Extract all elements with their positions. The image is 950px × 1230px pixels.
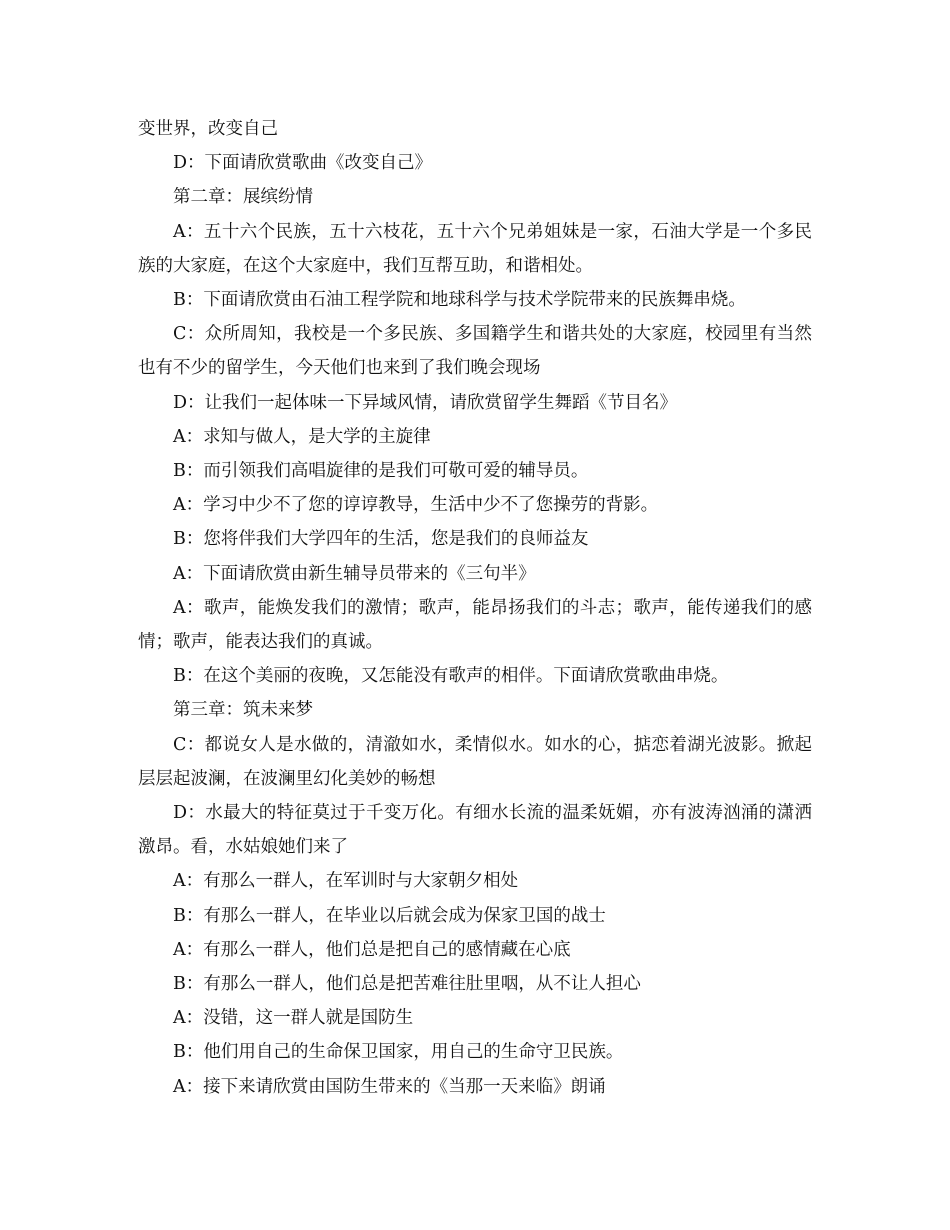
- paragraph: B：在这个美丽的夜晚，又怎能没有歌声的相伴。下面请欣赏歌曲串烧。: [173, 666, 729, 687]
- paragraph: A：没错，这一群人就是国防生: [173, 1008, 414, 1029]
- paragraph: A：下面请欣赏由新生辅导员带来的《三句半》: [173, 563, 536, 584]
- chapter-heading: 第二章：展缤纷情: [173, 187, 313, 208]
- paragraph: D：水最大的特征莫过于千变万化。有细水长流的温柔妩媚，亦有波涛汹涌的潇洒激昂。看，水姑娘她们来了: [138, 803, 812, 858]
- paragraph: B：有那么一群人，在毕业以后就会成为保家卫国的战士: [173, 905, 606, 926]
- paragraph: A：五十六个民族，五十六枝花，五十六个兄弟姐妹是一家，石油大学是一个多民族的大家庭，在这个大家庭中，我们互帮互助，和谐相处。: [138, 221, 812, 276]
- document-body: [138, 112, 812, 1104]
- paragraph: A：有那么一群人，在军训时与大家朝夕相处: [173, 871, 519, 892]
- paragraph: B：有那么一群人，他们总是把苦难往肚里咽，从不让人担心: [173, 974, 641, 995]
- paragraph: A：学习中少不了您的谆谆教导，生活中少不了您操劳的背影。: [173, 495, 659, 516]
- paragraph: C：都说女人是水做的，清澈如水，柔情似水。如水的心，掂恋着湖光波影。掀起层层起波澜，在波澜里幻化美妙的畅想: [138, 734, 812, 789]
- paragraph: A：接下来请欣赏由国防生带来的《当那一天来临》朗诵: [173, 1076, 606, 1097]
- paragraph: 变世界，改变自己: [138, 119, 278, 139]
- paragraph: B：您将伴我们大学四年的生活，您是我们的良师益友: [173, 529, 589, 550]
- paragraph: B：他们用自己的生命保卫国家，用自己的生命守卫民族。: [173, 1042, 624, 1063]
- paragraph: D：让我们一起体味一下异域风情，请欣赏留学生舞蹈《节目名》: [173, 392, 678, 413]
- chapter-heading: 第三章：筑未来梦: [173, 700, 313, 721]
- paragraph: A：求知与做人，是大学的主旋律: [173, 426, 431, 447]
- paragraph: A：歌声，能焕发我们的激情；歌声，能昂扬我们的斗志；歌声，能传递我们的感情；歌声，能表达我们的真诚。: [138, 597, 812, 653]
- paragraph: D：下面请欣赏歌曲《改变自己》: [173, 153, 433, 174]
- paragraph: B：而引领我们高唱旋律的是我们可敬可爱的辅导员。: [173, 461, 589, 482]
- paragraph: C：众所周知，我校是一个多民族、多国籍学生和谐共处的大家庭，校园里有当然也有不少的留学生，今天他们也来到了我们晚会现场: [138, 324, 812, 379]
- paragraph: A：有那么一群人，他们总是把自己的感情藏在心底: [173, 939, 571, 960]
- paragraph: B：下面请欣赏由石油工程学院和地球科学与技术学院带来的民族舞串烧。: [173, 290, 746, 311]
